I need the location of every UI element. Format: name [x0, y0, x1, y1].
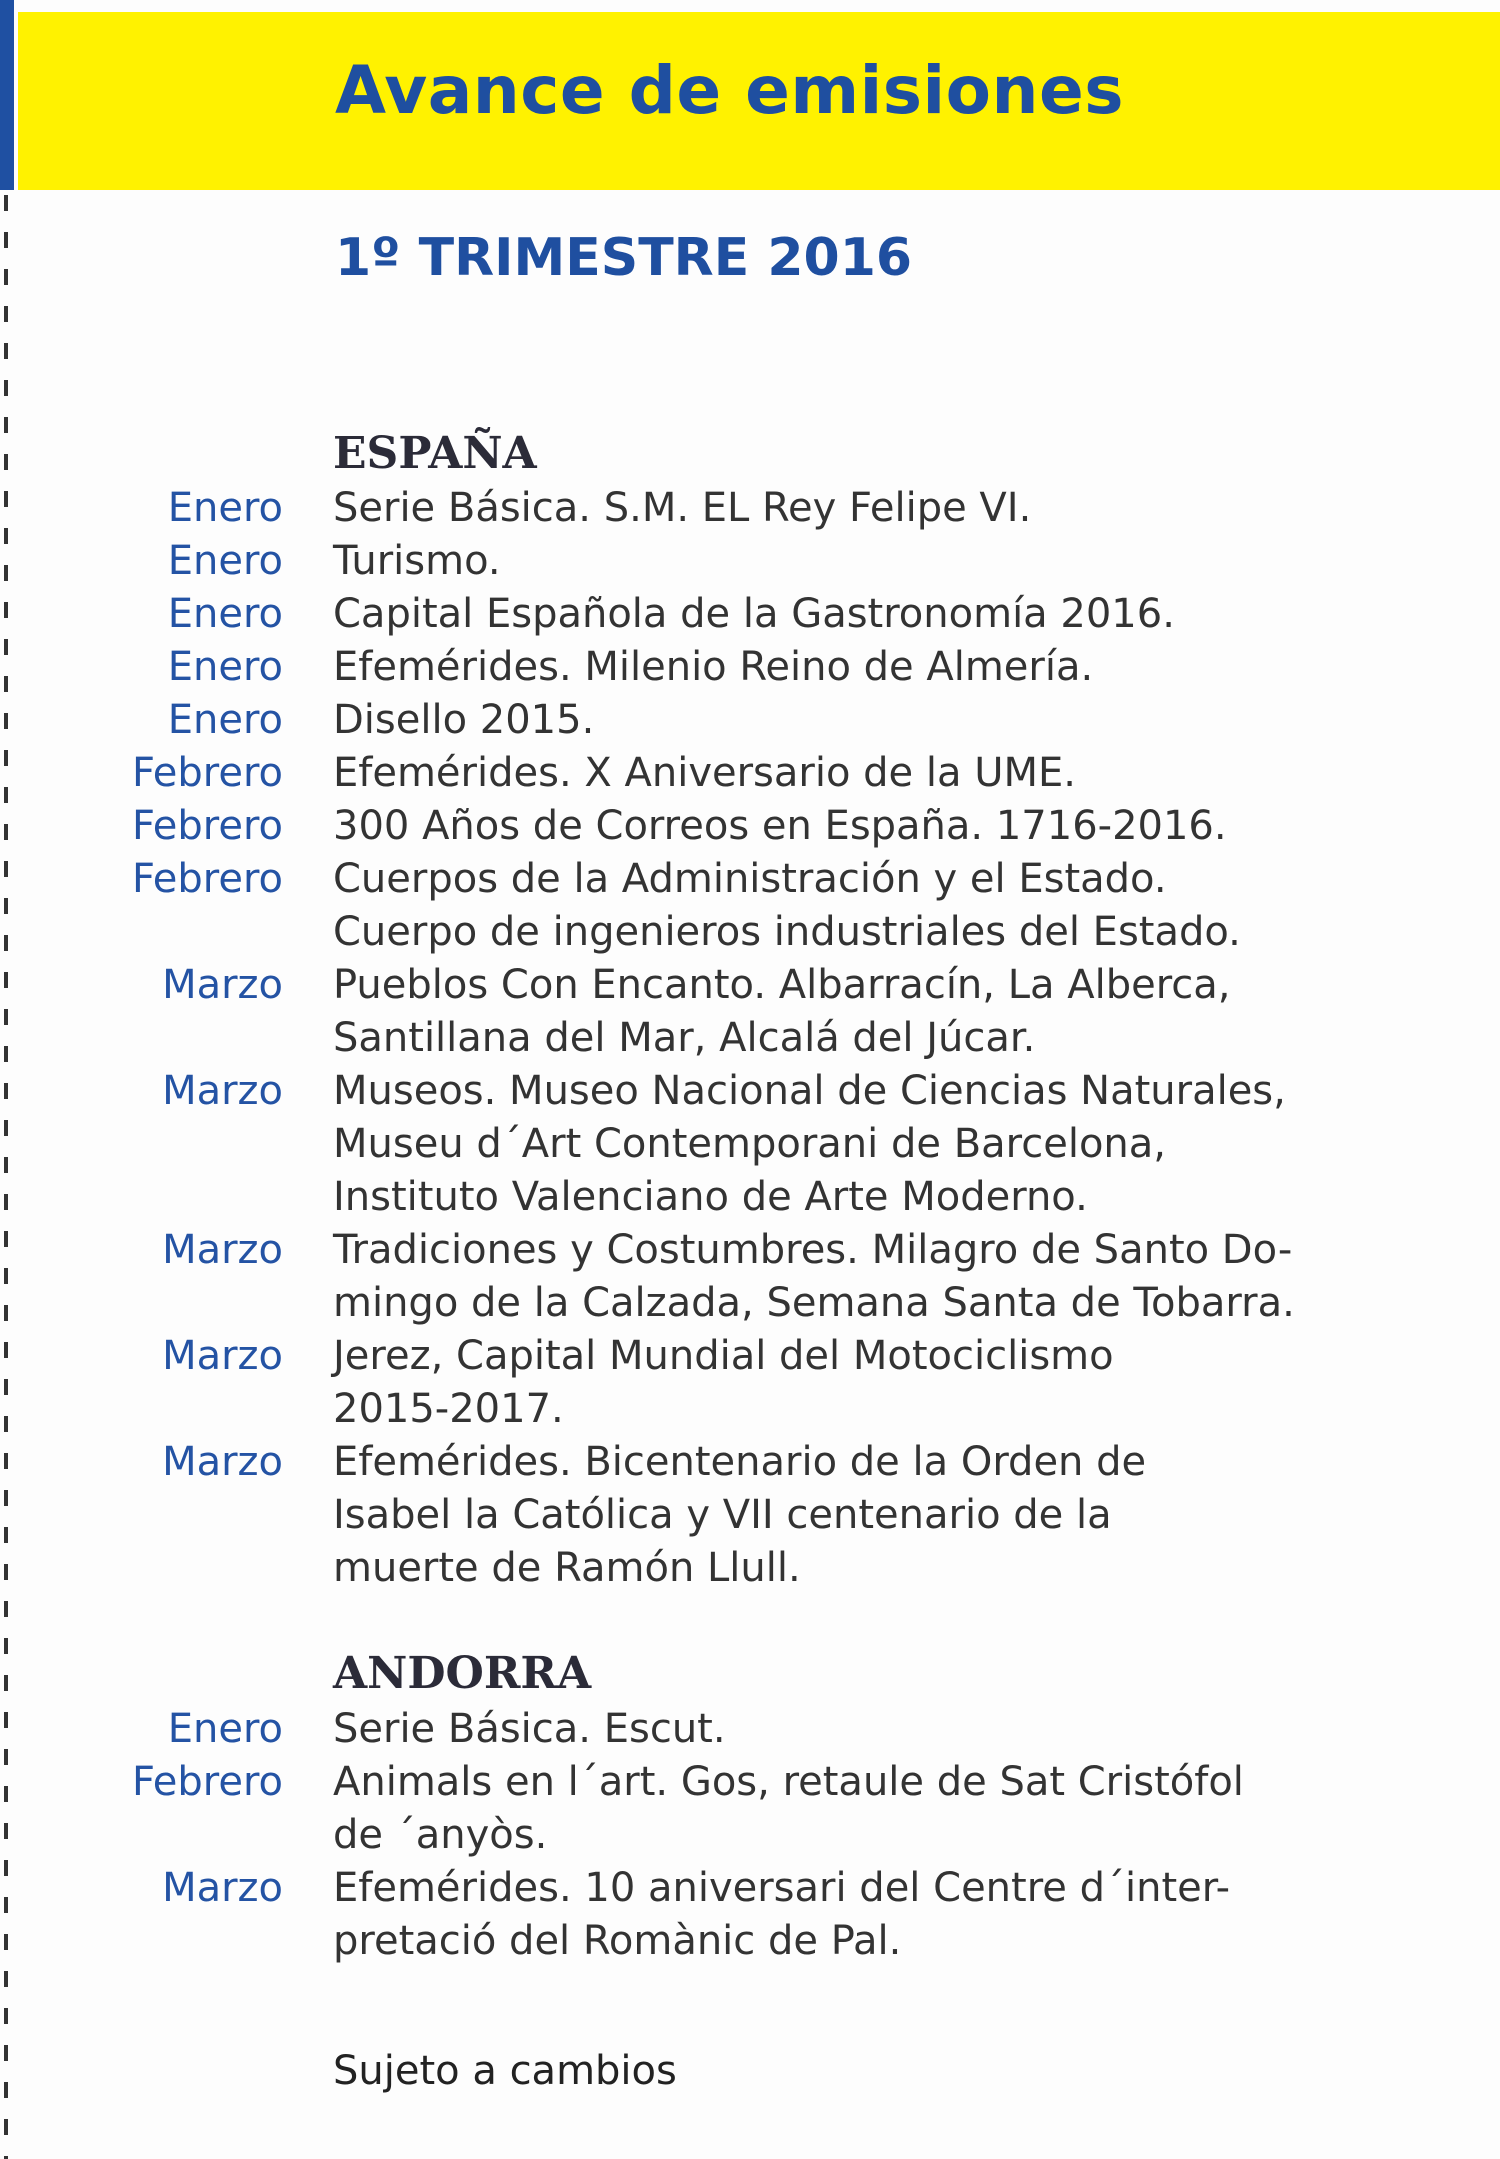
issue-description: Efemérides. 10 aniversari del Centre d´inter- [333, 1865, 1231, 1911]
entry-line [0, 853, 1500, 906]
month-label: Enero [167, 1706, 283, 1752]
list-item [0, 1436, 1500, 1595]
issue-description: pretació del Romànic de Pal. [333, 1918, 902, 1964]
month-label: Marzo [162, 1068, 283, 1114]
list-item [0, 959, 1500, 1065]
issue-description: Disello 2015. [333, 697, 595, 743]
entry-line [0, 1756, 1500, 1809]
entry-line [0, 1436, 1500, 1489]
entry-line [0, 747, 1500, 800]
month-label: Marzo [162, 1227, 283, 1273]
entry-line [0, 694, 1500, 747]
list-item [0, 853, 1500, 959]
list-item [0, 535, 1500, 588]
entry-line [0, 1118, 1500, 1171]
issue-description: Santillana del Mar, Alcalá del Júcar. [333, 1015, 1036, 1061]
month-label: Enero [167, 538, 283, 584]
issue-description: mingo de la Calzada, Semana Santa de Tobarra. [333, 1280, 1295, 1326]
month-label: Febrero [131, 750, 283, 796]
entry-line [0, 1171, 1500, 1224]
entry-line [0, 588, 1500, 641]
entry-line [0, 1489, 1500, 1542]
entry-line [0, 959, 1500, 1012]
issue-description: muerte de Ramón Llull. [333, 1545, 801, 1591]
issue-description: Animals en l´art. Gos, retaule de Sat Cristófol [333, 1759, 1244, 1805]
issue-description: Pueblos Con Encanto. Albarracín, La Alberca, [333, 962, 1231, 1008]
issue-description: Tradiciones y Costumbres. Milagro de Santo Do- [333, 1227, 1293, 1273]
list-item [0, 1862, 1500, 1968]
entry-line [0, 1330, 1500, 1383]
issue-description: Museu d´Art Contemporani de Barcelona, [333, 1121, 1166, 1167]
issue-description: Turismo. [333, 538, 501, 584]
list-item [0, 1065, 1500, 1224]
entry-line [0, 535, 1500, 588]
month-label: Febrero [131, 1759, 283, 1805]
entry-line [0, 482, 1500, 535]
entry-line [0, 1542, 1500, 1595]
footer-note: Sujeto a cambios [333, 2048, 677, 2094]
month-label: Enero [167, 591, 283, 637]
month-label: Marzo [162, 962, 283, 1008]
entry-line [0, 1703, 1500, 1756]
month-label: Enero [167, 485, 283, 531]
issue-description: 2015-2017. [333, 1386, 564, 1432]
issue-description: Museos. Museo Nacional de Ciencias Naturales, [333, 1068, 1286, 1114]
month-label: Febrero [131, 856, 283, 902]
issue-description: 300 Años de Correos en España. 1716-2016. [333, 803, 1227, 849]
trimester-heading: 1º TRIMESTRE 2016 [335, 228, 913, 288]
issue-description: Efemérides. X Aniversario de la UME. [333, 750, 1076, 796]
entry-line [0, 1862, 1500, 1915]
entry-line [0, 1915, 1500, 1968]
list-item [0, 1756, 1500, 1862]
page-title: Avance de emisiones [335, 52, 1125, 129]
issue-description: Instituto Valenciano de Arte Moderno. [333, 1174, 1088, 1220]
entries-andorra [0, 1703, 1500, 1968]
section-heading-espana: ESPAÑA [333, 428, 537, 479]
month-label: Enero [167, 697, 283, 743]
issue-description: Efemérides. Bicentenario de la Orden de [333, 1439, 1147, 1485]
issue-description: Cuerpo de ingenieros industriales del Estado. [333, 909, 1241, 955]
entry-line [0, 1065, 1500, 1118]
list-item [0, 694, 1500, 747]
issue-description: de ´anyòs. [333, 1812, 548, 1858]
entry-line [0, 641, 1500, 694]
entries-espana [0, 482, 1500, 1595]
issue-description: Jerez, Capital Mundial del Motociclismo [333, 1333, 1114, 1379]
month-label: Marzo [162, 1865, 283, 1911]
issue-description: Isabel la Católica y VII centenario de la [333, 1492, 1112, 1538]
issue-description: Serie Básica. S.M. EL Rey Felipe VI. [333, 485, 1032, 531]
issue-description: Cuerpos de la Administración y el Estado. [333, 856, 1167, 902]
issue-description: Serie Básica. Escut. [333, 1706, 726, 1752]
entry-line [0, 1012, 1500, 1065]
entry-line [0, 1277, 1500, 1330]
list-item [0, 1330, 1500, 1436]
list-item [0, 747, 1500, 800]
list-item [0, 800, 1500, 853]
list-item [0, 641, 1500, 694]
entry-line [0, 1224, 1500, 1277]
entry-line [0, 800, 1500, 853]
month-label: Marzo [162, 1333, 283, 1379]
month-label: Marzo [162, 1439, 283, 1485]
month-label: Enero [167, 644, 283, 690]
month-label: Febrero [131, 803, 283, 849]
left-blue-bar [0, 0, 14, 190]
issue-description: Capital Española de la Gastronomía 2016. [333, 591, 1175, 637]
list-item [0, 482, 1500, 535]
entry-line [0, 1809, 1500, 1862]
issue-description: Efemérides. Milenio Reino de Almería. [333, 644, 1094, 690]
list-item [0, 588, 1500, 641]
list-item [0, 1224, 1500, 1330]
entry-line [0, 906, 1500, 959]
list-item [0, 1703, 1500, 1756]
entry-line [0, 1383, 1500, 1436]
section-heading-andorra: ANDORRA [333, 1648, 592, 1699]
